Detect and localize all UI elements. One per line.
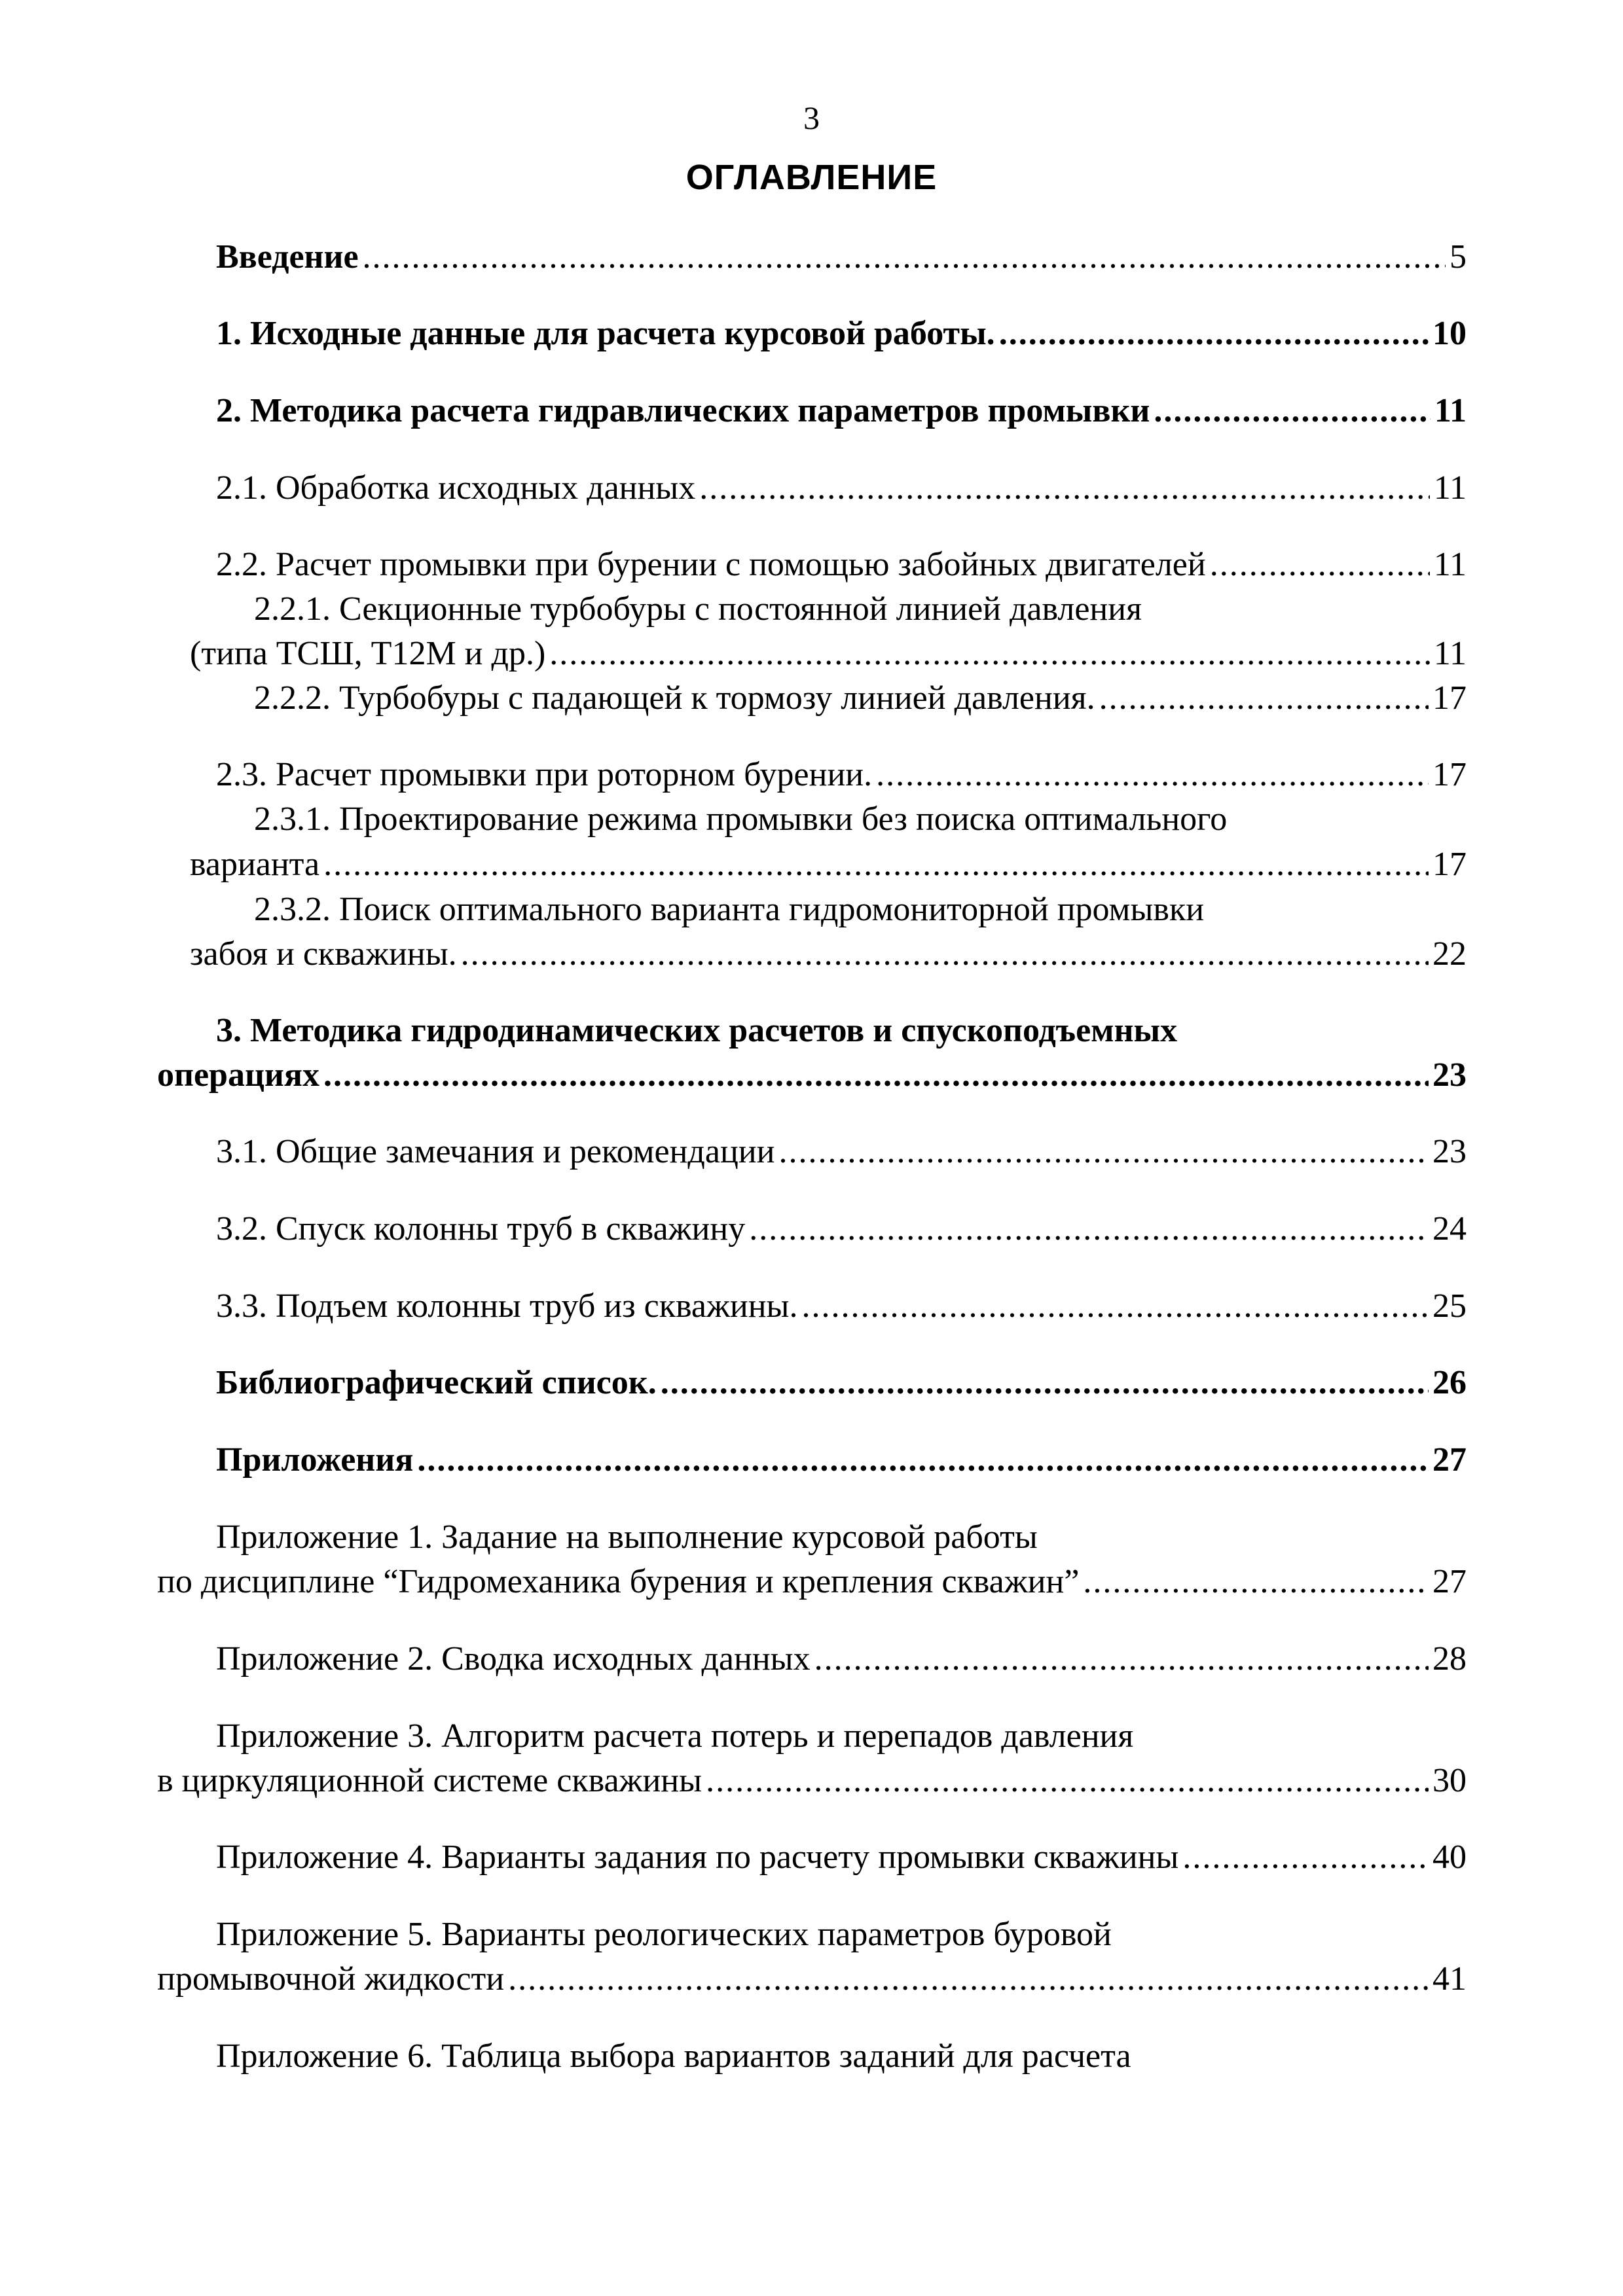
toc-text: Приложение 2. Сводка исходных данных xyxy=(216,1640,811,1677)
toc-entry-appendix-2[interactable] xyxy=(216,1638,1467,1681)
toc-entry-bibliography[interactable] xyxy=(216,1361,1467,1405)
toc-entry-appendix-5-line1[interactable]: Приложение 5. Варианты реологических параметров буровой xyxy=(216,1916,1112,1953)
toc-entry-section-2-3-2-line2[interactable] xyxy=(190,933,1467,976)
toc-entry-section-3-2[interactable] xyxy=(216,1208,1467,1251)
toc-entry-section-2-3-2-line1[interactable]: 2.3.2. Поиск оптимального варианта гидромониторной промывки xyxy=(254,891,1205,928)
dot-leader xyxy=(508,1958,1429,2001)
toc-page: 5 xyxy=(1450,238,1467,276)
toc-text: Приложение 4. Варианты задания по расчету промывки скважины xyxy=(216,1839,1179,1876)
toc-page: 17 xyxy=(1432,679,1467,717)
toc-text: операциях xyxy=(157,1056,320,1094)
dot-leader xyxy=(1154,389,1430,433)
toc-entry-section-2[interactable] xyxy=(216,389,1467,433)
toc-page: 17 xyxy=(1432,846,1467,883)
toc-entry-section-3-line1[interactable]: 3. Методика гидродинамических расчетов и спускоподъемных xyxy=(216,1012,1178,1049)
toc-entry-section-2-2-1-line1[interactable]: 2.2.1. Секционные турбобуры с постоянной линией давления xyxy=(254,590,1142,628)
toc-page: 28 xyxy=(1432,1640,1467,1677)
toc-entry-appendix-6-line1[interactable]: Приложение 6. Таблица выбора вариантов заданий для расчета xyxy=(216,2037,1131,2075)
toc-entry-appendices[interactable] xyxy=(216,1439,1467,1482)
dot-leader xyxy=(706,1759,1429,1803)
toc-text: 2.2.2. Турбобуры с падающей к тормозу линией давления. xyxy=(254,679,1095,717)
toc-text: по дисциплине “Гидромеханика бурения и крепления скважин” xyxy=(157,1563,1080,1600)
toc-page: 10 xyxy=(1432,315,1467,352)
toc-page: 17 xyxy=(1432,756,1467,793)
toc-entry-section-1[interactable] xyxy=(216,312,1467,355)
toc-page: 24 xyxy=(1432,1210,1467,1247)
toc-entry-section-3-3[interactable] xyxy=(216,1285,1467,1328)
toc-page: 27 xyxy=(1432,1441,1467,1479)
dot-leader xyxy=(363,236,1446,279)
toc-entry-section-3-line2[interactable] xyxy=(157,1054,1467,1097)
toc-text: 2. Методика расчета гидравлических параметров промывки xyxy=(216,392,1150,429)
toc-entry-appendix-3-line2[interactable] xyxy=(157,1759,1467,1803)
toc-entry-section-2-2-2[interactable] xyxy=(254,677,1467,720)
toc-text: Приложения xyxy=(216,1441,414,1479)
toc-entry-section-2-3-1-line2[interactable] xyxy=(190,843,1467,886)
toc-text: 1. Исходные данные для расчета курсовой работы. xyxy=(216,315,995,352)
toc-entry-section-2-3[interactable] xyxy=(216,753,1467,797)
dot-leader xyxy=(699,467,1430,510)
dot-leader xyxy=(999,312,1429,355)
toc-text: 2.3. Расчет промывки при роторном бурении. xyxy=(216,756,873,793)
toc-page: 11 xyxy=(1433,635,1467,672)
dot-leader xyxy=(661,1361,1429,1405)
toc-page: 25 xyxy=(1432,1287,1467,1325)
toc-page: 22 xyxy=(1432,935,1467,973)
dot-leader xyxy=(814,1638,1429,1681)
toc-entry-section-2-2[interactable] xyxy=(216,543,1467,586)
dot-leader xyxy=(1210,543,1430,586)
toc-text: забоя и скважины. xyxy=(190,935,457,973)
toc-entry-appendix-1-line1[interactable]: Приложение 1. Задание на выполнение курсовой работы xyxy=(216,1518,1038,1556)
dot-leader xyxy=(549,632,1430,675)
toc-text: 2.1. Обработка исходных данных xyxy=(216,469,696,507)
toc-entry-section-3-1[interactable] xyxy=(216,1130,1467,1174)
toc-text: в циркуляционной системе скважины xyxy=(157,1762,702,1799)
toc-entry-appendix-4[interactable] xyxy=(216,1836,1467,1879)
dot-leader xyxy=(778,1130,1429,1174)
toc-page: 30 xyxy=(1432,1762,1467,1799)
toc-entry-section-2-1[interactable] xyxy=(216,467,1467,510)
dot-leader xyxy=(323,1054,1429,1097)
toc-text: (типа ТСШ, Т12М и др.) xyxy=(190,635,546,672)
toc-text: 2.2. Расчет промывки при бурении с помощью забойных двигателей xyxy=(216,546,1206,583)
toc-text: 3.3. Подъем колонны труб из скважины. xyxy=(216,1287,798,1325)
dot-leader xyxy=(876,753,1429,797)
toc-entry-appendix-5-line2[interactable] xyxy=(157,1958,1467,2001)
toc-entry-intro[interactable] xyxy=(216,236,1467,279)
dot-leader xyxy=(749,1208,1429,1251)
dot-leader xyxy=(1083,1560,1429,1604)
toc-page: 23 xyxy=(1432,1056,1467,1094)
toc-text: варианта xyxy=(190,846,320,883)
toc-text: 3.2. Спуск колонны труб в скважину xyxy=(216,1210,746,1247)
toc-page: 40 xyxy=(1432,1839,1467,1876)
page-number: 3 xyxy=(803,99,820,136)
dot-leader xyxy=(802,1285,1429,1328)
toc-page: 11 xyxy=(1433,546,1467,583)
toc-page: 11 xyxy=(1433,469,1467,507)
toc-entry-appendix-1-line2[interactable] xyxy=(157,1560,1467,1604)
dot-leader xyxy=(1099,677,1429,720)
page-title: ОГЛАВЛЕНИЕ xyxy=(685,158,938,197)
toc-entry-appendix-3-line1[interactable]: Приложение 3. Алгоритм расчета потерь и перепадов давления xyxy=(216,1717,1134,1755)
dot-leader xyxy=(417,1439,1429,1482)
toc-entry-section-2-2-1-line2[interactable] xyxy=(190,632,1467,675)
dot-leader xyxy=(1182,1836,1429,1879)
toc-text: Библиографический список. xyxy=(216,1364,657,1401)
toc-page: 11 xyxy=(1434,392,1467,429)
toc-page: 27 xyxy=(1432,1563,1467,1600)
toc-page: 26 xyxy=(1432,1364,1467,1401)
dot-leader xyxy=(461,933,1429,976)
dot-leader xyxy=(323,843,1429,886)
toc-text: Введение xyxy=(216,238,359,276)
toc-text: промывочной жидкости xyxy=(157,1960,505,1998)
toc-text: 3.1. Общие замечания и рекомендации xyxy=(216,1133,775,1170)
toc-page: 23 xyxy=(1432,1133,1467,1170)
toc-page: 41 xyxy=(1432,1960,1467,1998)
toc-entry-section-2-3-1-line1[interactable]: 2.3.1. Проектирование режима промывки без поиска оптимального xyxy=(254,800,1228,838)
